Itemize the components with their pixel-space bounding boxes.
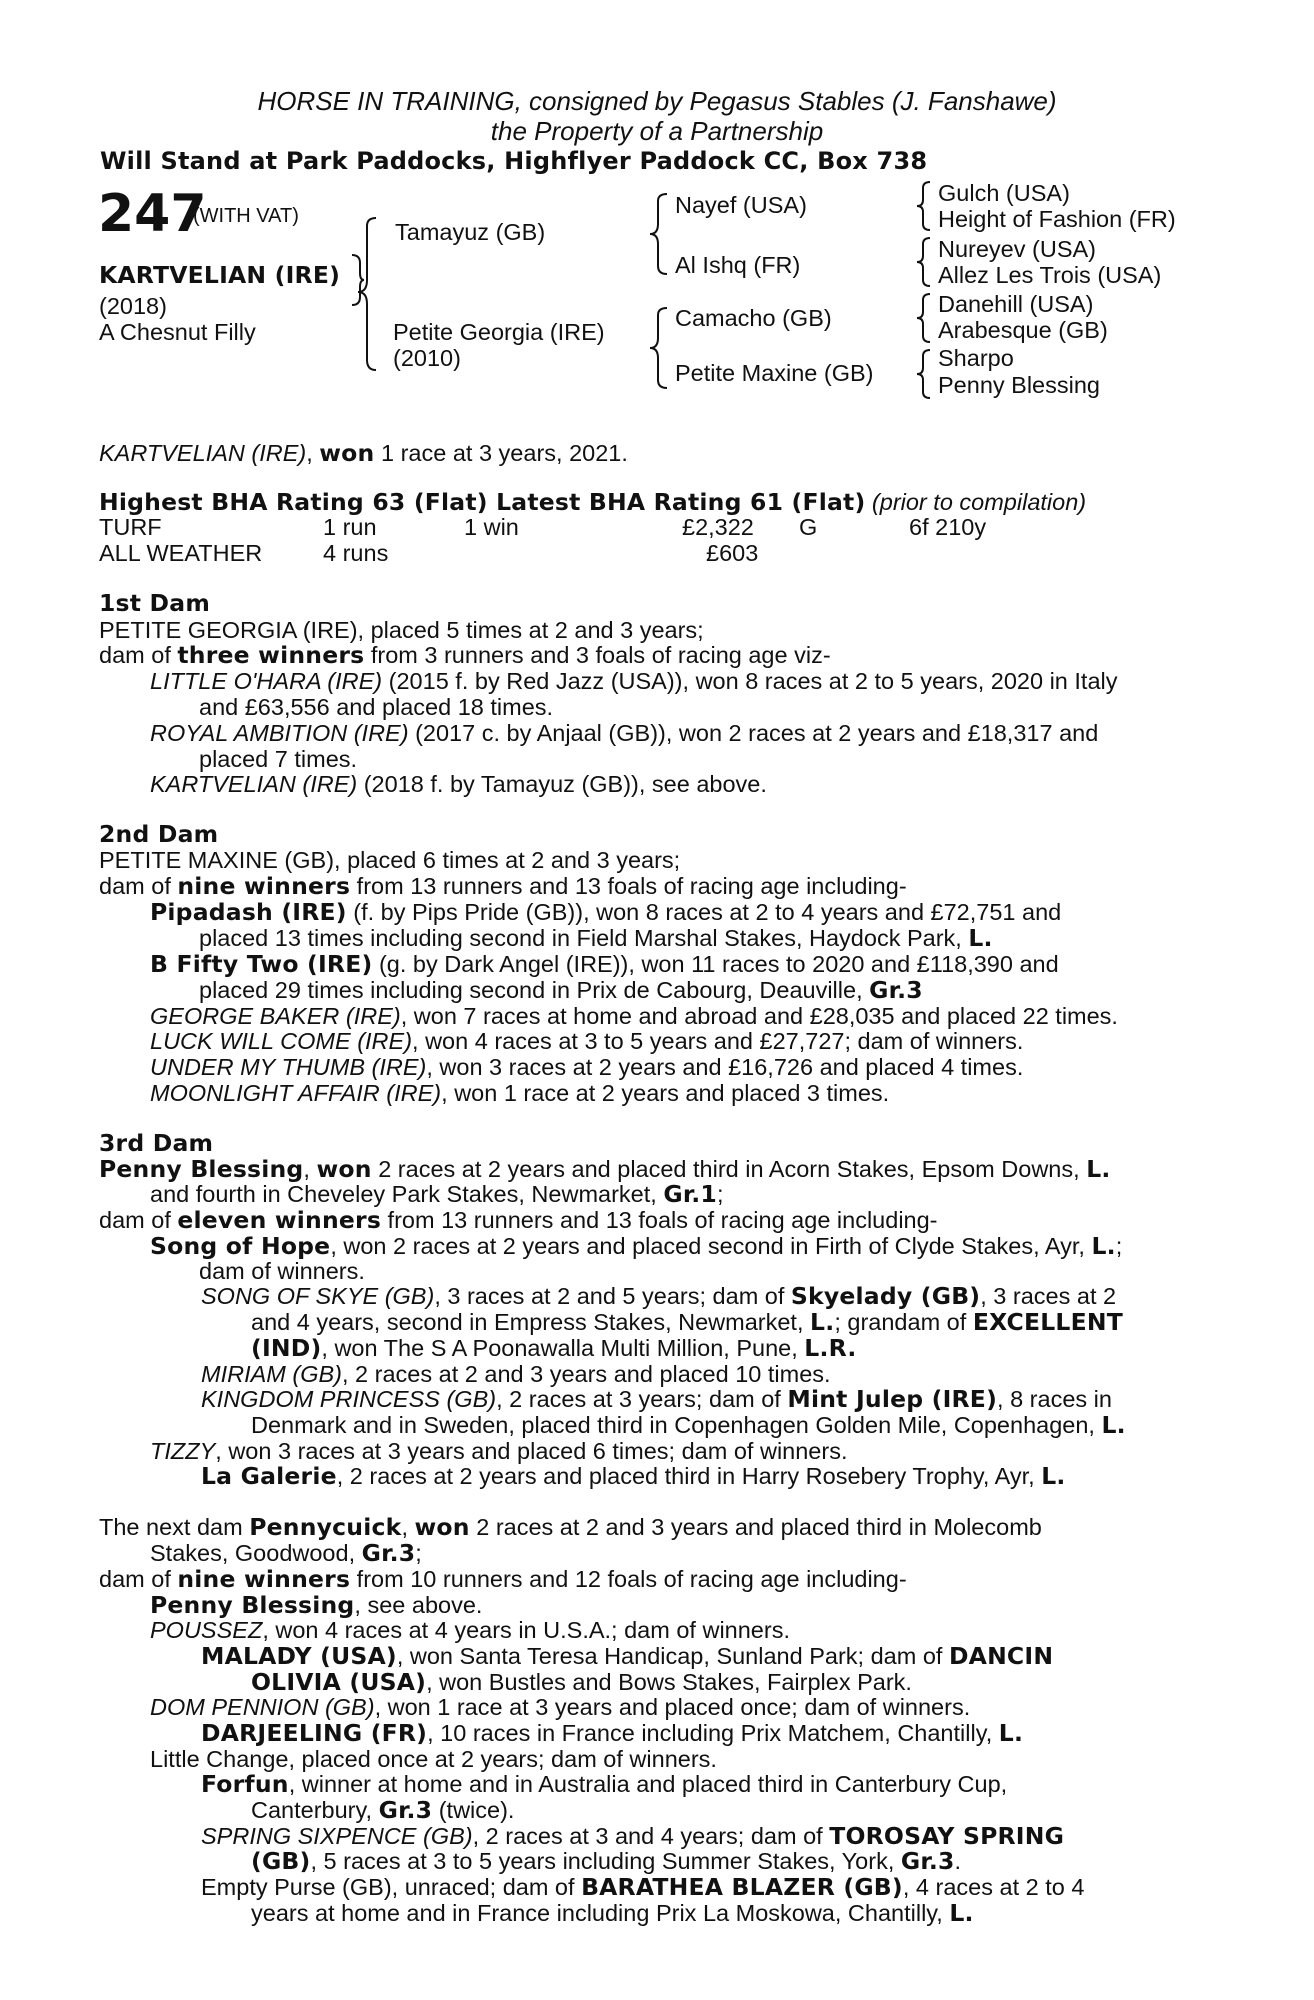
spring-sixpence: SPRING SIXPENCE (GB), 2 races at 3 and 4 years; dam of TOROSAY SPRING	[201, 1822, 1065, 1850]
dam-sire: Camacho (GB)	[675, 305, 832, 331]
first-dam-produce: dam of three winners from 3 runners and 3 foals of racing age viz-	[99, 641, 831, 669]
dam-sire-sire: Danehill (USA)	[938, 291, 1094, 317]
third-dam-heading: 3rd Dam	[99, 1129, 214, 1157]
offspring-3: KARTVELIAN (IRE) (2018 f. by Tamayuz (GB)), see above.	[150, 771, 767, 797]
offspring-2-cont: placed 7 times.	[199, 746, 358, 772]
first-dam-line: PETITE GEORGIA (IRE), placed 5 times at 2 and 3 years;	[99, 617, 704, 643]
consignor-line: HORSE IN TRAINING, consigned by Pegasus Stables (J. Fanshawe)	[257, 86, 1057, 116]
dam: Petite Georgia (IRE)	[393, 319, 605, 345]
sire-dam-dam: Allez Les Trois (USA)	[938, 262, 1162, 288]
song-of-hope-cont: dam of winners.	[199, 1258, 365, 1284]
malady-cont: OLIVIA (USA), won Bustles and Bows Stakes, Fairplex Park.	[251, 1668, 912, 1696]
aw-prize: £603	[706, 540, 759, 566]
sire-dam-sire: Nureyev (USA)	[938, 236, 1097, 262]
penny-blessing-cont: and fourth in Cheveley Park Stakes, Newmarket, Gr.1;	[150, 1180, 724, 1208]
song-of-skye: SONG OF SKYE (GB), 3 races at 2 and 5 years; dam of Skyelady (GB), 3 races at 2	[201, 1282, 1117, 1310]
horse-bracket	[352, 253, 364, 307]
song-of-skye-cont: and 4 years, second in Empress Stakes, Newmarket, L.; grandam of EXCELLENT	[251, 1308, 1123, 1336]
turf-runs: 1 run	[323, 514, 377, 540]
pedigree-bracket-5	[920, 236, 932, 288]
sire-dam: Al Ishq (FR)	[675, 252, 801, 278]
pennycuick-cont: Stakes, Goodwood, Gr.3;	[150, 1539, 422, 1567]
pedigree-bracket-6	[920, 292, 932, 344]
forfun: Forfun, winner at home and in Australia and placed third in Canterbury Cup,	[201, 1770, 1008, 1798]
offspring-1-cont: and £63,556 and placed 18 times.	[199, 694, 554, 720]
empty-purse-cont: years at home and in France including Prix La Moskowa, Chantilly, L.	[251, 1899, 974, 1927]
pipadash: Pipadash (IRE) (f. by Pips Pride (GB)), won 8 races at 2 to 4 years and £72,751 and	[150, 898, 1062, 926]
empty-purse: Empty Purse (GB), unraced; dam of BARATHEA BLAZER (GB), 4 races at 2 to 4	[201, 1873, 1085, 1901]
kingdom-princess-cont: Denmark and in Sweden, placed third in Copenhagen Golden Mile, Copenhagen, L.	[251, 1411, 1126, 1439]
horse-description: A Chesnut Filly	[99, 319, 256, 345]
sire-sire: Nayef (USA)	[675, 192, 807, 218]
moonlight-affair: MOONLIGHT AFFAIR (IRE), won 1 race at 2 years and placed 3 times.	[150, 1080, 890, 1106]
horse-name: KARTVELIAN (IRE)	[99, 261, 341, 289]
first-dam-heading: 1st Dam	[99, 589, 211, 617]
pedigree-bracket-1	[364, 216, 378, 372]
song-of-skye-cont-2: (IND), won The S A Poonawalla Multi Million, Pune, L.R.	[251, 1334, 857, 1362]
poussez: POUSSEZ, won 4 races at 4 years in U.S.A.; dam of winners.	[150, 1617, 790, 1643]
bha-rating: Highest BHA Rating 63 (Flat) Latest BHA Rating 61 (Flat) (prior to compilation)	[99, 488, 1087, 516]
turf-prize: £2,322	[682, 514, 754, 540]
second-dam-produce: dam of nine winners from 13 runners and 13 foals of racing age including-	[99, 872, 907, 900]
penny-blessing: Penny Blessing, won 2 races at 2 years and placed third in Acorn Stakes, Epsom Downs, L.	[99, 1155, 1111, 1183]
under-my-thumb: UNDER MY THUMB (IRE), won 3 races at 2 years and £16,726 and placed 4 times.	[150, 1054, 1024, 1080]
malady: MALADY (USA), won Santa Teresa Handicap, Sunland Park; dam of DANCIN	[201, 1642, 1054, 1670]
george-baker: GEORGE BAKER (IRE), won 7 races at home and abroad and £28,035 and placed 22 times.	[150, 1003, 1118, 1029]
second-dam-line: PETITE MAXINE (GB), placed 6 times at 2 and 3 years;	[99, 847, 681, 873]
race-summary: KARTVELIAN (IRE), won 1 race at 3 years, 2021.	[99, 439, 628, 467]
turf-distance: 6f 210y	[909, 514, 987, 540]
dom-pennion: DOM PENNION (GB), won 1 race at 3 years and placed once; dam of winners.	[150, 1694, 971, 1720]
dam-dam-dam: Penny Blessing	[938, 372, 1100, 398]
tizzy: TIZZY, won 3 races at 3 years and placed 6 times; dam of winners.	[150, 1438, 848, 1464]
turf-going: G	[799, 514, 818, 540]
sire: Tamayuz (GB)	[395, 219, 546, 245]
la-galerie: La Galerie, 2 races at 2 years and placed third in Harry Rosebery Trophy, Ayr, L.	[201, 1462, 1066, 1490]
second-dam-heading: 2nd Dam	[99, 820, 219, 848]
third-dam-produce: dam of eleven winners from 13 runners and 13 foals of racing age including-	[99, 1206, 938, 1234]
darjeeling: DARJEELING (FR), 10 races in France including Prix Matchem, Chantilly, L.	[201, 1719, 1024, 1747]
next-dam-produce: dam of nine winners from 10 runners and 12 foals of racing age including-	[99, 1565, 907, 1593]
forfun-cont: Canterbury, Gr.3 (twice).	[251, 1796, 515, 1824]
little-change: Little Change, placed once at 2 years; dam of winners.	[150, 1746, 717, 1772]
aw-label: ALL WEATHER	[99, 540, 263, 566]
kingdom-princess: KINGDOM PRINCESS (GB), 2 races at 3 years; dam of Mint Julep (IRE), 8 races in	[201, 1385, 1112, 1413]
aw-runs: 4 runs	[323, 540, 389, 566]
pedigree-bracket-2	[655, 192, 669, 276]
offspring-2: ROYAL AMBITION (IRE) (2017 c. by Anjaal (GB)), won 2 races at 2 years and £18,317 and	[150, 720, 1099, 746]
turf-label: TURF	[99, 514, 162, 540]
foaling-year: (2018)	[99, 293, 167, 319]
sire-sire-sire: Gulch (USA)	[938, 180, 1070, 206]
vat-note: (WITH VAT)	[193, 205, 299, 227]
dam-year: (2010)	[393, 345, 461, 371]
dam-dam-sire: Sharpo	[938, 345, 1014, 371]
pedigree-bracket-3	[655, 306, 669, 390]
stand-line: Will Stand at Park Paddocks, Highflyer Paddock CC, Box 738	[100, 147, 928, 175]
b-fifty-two-cont: placed 29 times including second in Prix de Cabourg, Deauville, Gr.3	[199, 976, 923, 1004]
offspring-1: LITTLE O'HARA (IRE) (2015 f. by Red Jazz (USA)), won 8 races at 2 to 5 years, 2020 in Italy	[150, 668, 1118, 694]
dam-sire-dam: Arabesque (GB)	[938, 317, 1108, 343]
lot-number: 247	[98, 184, 207, 244]
song-of-hope: Song of Hope, won 2 races at 2 years and placed second in Firth of Clyde Stakes, Ayr, L.;	[150, 1232, 1123, 1260]
pennycuick: The next dam Pennycuick, won 2 races at 2 and 3 years and placed third in Molecomb	[99, 1513, 1042, 1541]
sire-sire-dam: Height of Fashion (FR)	[938, 206, 1176, 232]
pipadash-cont: placed 13 times including second in Field Marshal Stakes, Haydock Park, L.	[199, 924, 993, 952]
luck-will-come: LUCK WILL COME (IRE), won 4 races at 3 to 5 years and £27,727; dam of winners.	[150, 1028, 1024, 1054]
miriam: MIRIAM (GB), 2 races at 2 and 3 years and placed 10 times.	[201, 1361, 831, 1387]
dam-dam: Petite Maxine (GB)	[675, 360, 874, 386]
spring-sixpence-cont: (GB), 5 races at 3 to 5 years including Summer Stakes, York, Gr.3.	[251, 1847, 962, 1875]
pedigree-bracket-7	[920, 348, 932, 400]
penny-blessing-ref: Penny Blessing, see above.	[150, 1591, 483, 1619]
pedigree-bracket-4	[920, 180, 932, 232]
turf-wins: 1 win	[464, 514, 519, 540]
b-fifty-two: B Fifty Two (IRE) (g. by Dark Angel (IRE)), won 11 races to 2020 and £118,390 and	[150, 950, 1059, 978]
property-line: the Property of a Partnership	[490, 116, 824, 146]
